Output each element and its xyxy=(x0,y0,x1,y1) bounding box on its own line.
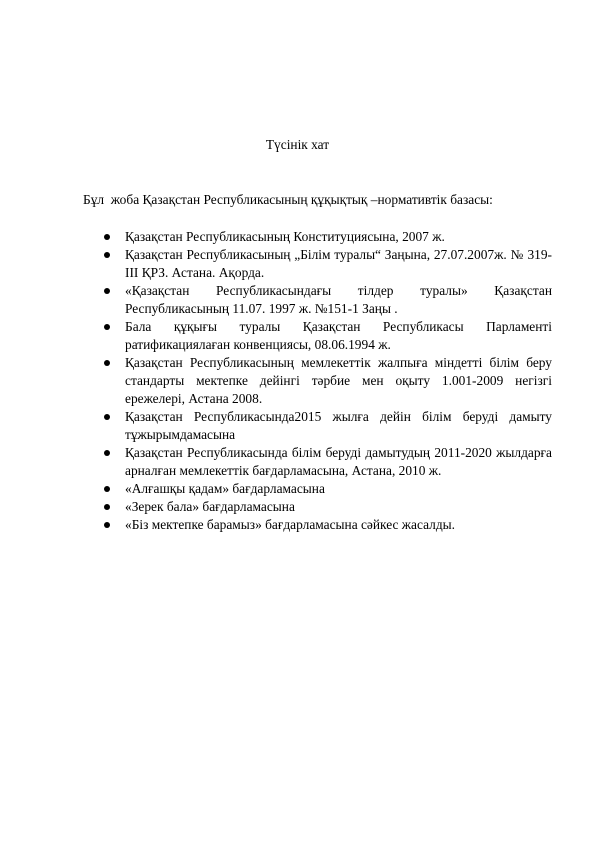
list-item xyxy=(84,282,552,318)
list-item xyxy=(84,480,552,498)
bullet-icon xyxy=(104,450,110,456)
intro-paragraph: Бұл жоба Қазақстан Республикасының құқықтық –нормативтік базасы: xyxy=(83,192,493,207)
bullet-icon xyxy=(104,324,110,330)
list-item xyxy=(84,318,552,354)
list-item-text: «Зерек бала» бағдарламасына xyxy=(125,499,295,514)
list-item-text: Қазақстан Республикасында2015 жылға дейін білім беруді дамыту тұжырымдамасына xyxy=(125,409,552,442)
list-item xyxy=(84,246,552,282)
list-item xyxy=(84,228,552,246)
document-title: Түсінік хат xyxy=(265,137,330,152)
bullet-icon xyxy=(104,504,110,510)
bullet-icon xyxy=(104,360,110,366)
bullet-icon xyxy=(104,252,110,258)
list-item xyxy=(84,354,552,408)
list-item-text: Қазақстан Республикасының мемлекеттік жалпыға міндетті білім беру стандарты мектепке дейінгі тәрбие мен оқыту 1.001-2009 негізгі ережелері, Астана 2008. xyxy=(125,355,552,406)
bullet-icon xyxy=(104,414,110,420)
list-item xyxy=(84,408,552,444)
bullet-icon xyxy=(104,288,110,294)
bullet-icon xyxy=(104,486,110,492)
basis-list xyxy=(84,228,552,534)
list-item xyxy=(84,444,552,480)
list-item-text: Қазақстан Республикасында білім беруді дамытудың 2011-2020 жылдарға арналған мемлекеттік бағдарламасына, Астана, 2010 ж. xyxy=(125,445,552,478)
list-item-text: «Қазақстан Республикасындағы тілдер туралы» Қазақстан Республикасының 11.07. 1997 ж. №151-1 Заңы . xyxy=(125,283,552,316)
list-item-text: Қазақстан Республикасының „Білім туралы“ Заңына, 27.07.2007ж. № 319-ІІІ ҚРЗ. Астана. Ақорда. xyxy=(125,247,552,280)
bullet-icon xyxy=(104,522,110,528)
list-item-text: Қазақстан Республикасының Конституциясына, 2007 ж. xyxy=(125,229,445,244)
list-item-text: «Біз мектепке барамыз» бағдарламасына сәйкес жасалды. xyxy=(125,517,455,532)
list-item-text: Бала құқығы туралы Қазақстан Республикасы Парламенті ратификациялаған конвенциясы, 08.06.1994 ж. xyxy=(125,319,552,352)
list-item xyxy=(84,516,552,534)
list-item xyxy=(84,498,552,516)
list-item-text: «Алғашқы қадам» бағдарламасына xyxy=(125,481,325,496)
bullet-icon xyxy=(104,234,110,240)
